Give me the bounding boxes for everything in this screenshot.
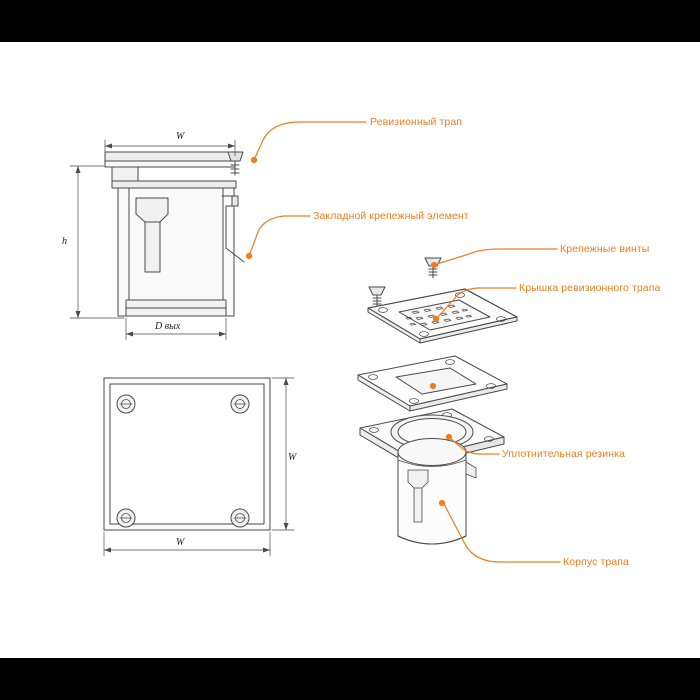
dimension-label-width-plan-right: W [288, 452, 297, 463]
callout-embedded-fastening-element: Закладной крепежный элемент [313, 210, 469, 222]
screw-lower [369, 287, 385, 307]
dimension-label-width-top: W [176, 131, 185, 142]
screw-upper [425, 258, 441, 278]
dimension-label-width-plan-bottom: W [176, 537, 185, 548]
callout-fastening-screws: Крепежные винты [560, 243, 650, 255]
side-elevation-view [105, 152, 244, 316]
callout-revision-trap-cover: Крышка ревизионного трапа [519, 282, 661, 294]
trap-body-cylinder [398, 439, 476, 545]
dimension-label-outlet-diameter: D вых [155, 321, 181, 332]
exploded-isometric-view [358, 258, 517, 544]
callout-sealing-rubber: Уплотнительная резинка [502, 448, 626, 460]
dimension-label-height: h [62, 236, 67, 247]
callout-trap-body: Корпус трапа [563, 556, 629, 568]
cover-plate [368, 289, 517, 343]
callout-revision-trap: Ревизионный трап [370, 116, 463, 128]
plan-view [104, 378, 270, 530]
dimension-plan-bottom [104, 532, 270, 556]
dimension-height-left [70, 166, 124, 318]
